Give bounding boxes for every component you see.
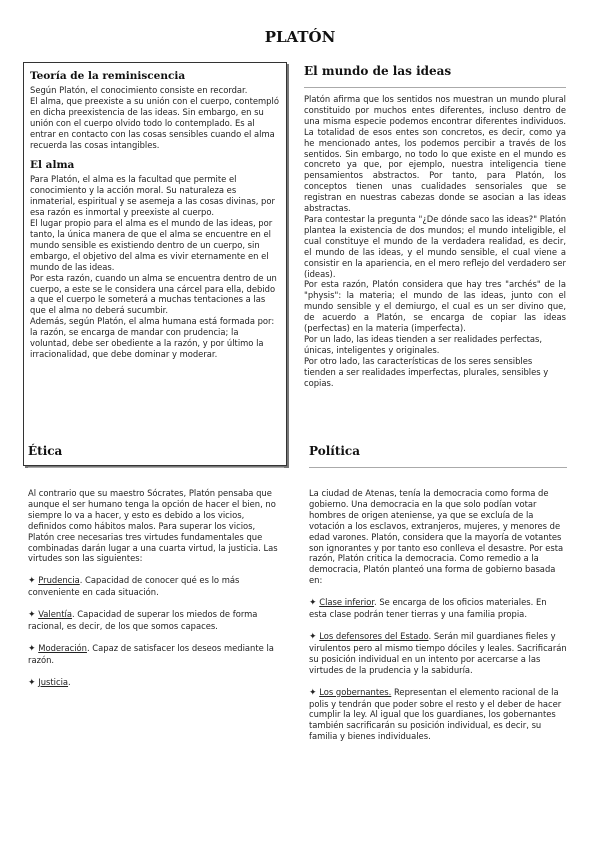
class-text: Representan el elemento racional de la polis y tendrán que poder sobre el resto y el deber de hacer cumplir la ley. Al igual que los guardianes, los gobernantes también sacrificarán su posición individual, es decir, su familia y bienes individuales.: [309, 686, 562, 742]
ideas-paragraph-2: Para contestar la pregunta "¿De dónde saco las ideas?" Platón plantea la existencia de dos mundos; el mundo inteligible, el cual constituye el mundo de la verdadera realidad, es decir, el mundo de las ideas, y el mundo sensible, el cual viene a consistir en la apariencia, en el mero reflejo del verdadero ser (ideas).: [304, 213, 566, 279]
star-icon: ✦: [309, 598, 317, 609]
star-icon: ✦: [309, 687, 317, 698]
virtue-name: Moderación: [38, 642, 87, 653]
ideas-paragraph-4: Por un lado, las ideas tienden a ser realidades perfectas, únicas, inteligentes y originales.: [304, 333, 543, 355]
virtue-moderacion: [28, 643, 284, 666]
ideas-paragraph-3: Por esta razón, Platón considera que hay tres "archés" de la "physis": la materia; el mundo de las ideas, junto con el mundo sensible y el demiurgo, el cual es un ser divino que, de acuerdo a Platón, se encarga de copiar las ideas (perfectas) en la materia (imperfecta).: [304, 279, 566, 334]
class-text: . Se encarga de los oficios materiales. En esta clase podrán tener tierras y una familia propia.: [309, 597, 547, 620]
reminiscence-heading: Teoría de la reminiscencia: [30, 70, 186, 82]
ideas-paragraph-1: Platón afirma que los sentidos nos muestran un mundo plural constituido por muchos entes diferentes, incluso dentro de una misma especie podemos encontrar diferentes individuos. La totalidad de esos entes son concretos, es decir, como ya he mencionado antes, los podemos percibir a través de los sentidos. Sin embargo, no todo lo que existe en el mundo es concreto ya que, por ejemplo, nuestra inteligencia tiene pensamientos abstractos. Por tanto, para Platón, los conceptos tienen unas cualidades sensoriales que se registran en nuestras cabezas donde se asocian a las ideas abstractas.: [304, 94, 566, 214]
ideas-heading: El mundo de las ideas: [304, 64, 452, 78]
politics-intro: La ciudad de Atenas, tenía la democracia como forma de gobierno. Una democracia en la que solo podían votar hombres de origen ateniense, ya que se excluía de la votación a los esclavos, extranjeros, mujeres, y menores de edad varones. Platón, considera que la mayoría de votantes son ignorantes y por tanto eso conlleva el desastre. Por esta razón, Platón critica la democracia. Como remedio a la democracia, Platón planteó una forma de gobierno basada en:: [309, 488, 564, 586]
star-icon: ✦: [28, 643, 36, 654]
class-defensores: [309, 631, 567, 676]
ethics-divider: [28, 467, 284, 468]
class-gobernantes: [309, 687, 567, 743]
star-icon: ✦: [28, 677, 36, 688]
soul-paragraph-2: El lugar propio para el alma es el mundo de las ideas, por tanto, la única manera de que el alma se encuentre en el mundo sensible es existiendo dentro de un cuerpo, sin embargo, el objetivo del alma es vivir eternamente en el mundo de las ideas.: [30, 218, 273, 272]
soul-heading: El alma: [30, 159, 75, 172]
virtue-text: .: [68, 676, 71, 687]
reminiscence-paragraph-1: Según Platón, el conocimiento consiste en recordar.: [30, 85, 248, 95]
reminiscence-box: [23, 62, 287, 466]
ethics-intro: Al contrario que su maestro Sócrates, Platón pensaba que aunque el ser humano tenga la opción de hacer el bien, no siempre lo va a hacer, y esto es debido a los vicios, definidos como hábitos malos. Para superar los vicios, Platón cree necesarias tres virtudes fundamentales que combinadas darán lugar a una cuarta virtud, la justicia. Las virtudes son las siguientes:: [28, 488, 278, 564]
soul-paragraph-1: Para Platón, el alma es la facultad que permite el conocimiento y la acción moral. Su naturaleza es inmaterial, espiritual y se asemeja a las cosas divinas, por esa razón es inmortal y preexiste al cuerpo.: [30, 174, 275, 218]
soul-paragraph-4: Además, según Platón, el alma humana está formada por: la razón, se encarga de mandar con prudencia; la voluntad, debe ser obediente a la razón, y por último la irracionalidad, que debe dominar y moderar.: [30, 316, 275, 359]
politics-divider: [309, 467, 567, 468]
class-name: Los defensores del Estado: [319, 630, 429, 641]
reminiscence-paragraph-2: El alma, que preexiste a su unión con el cuerpo, contempló en dicha preexistencia de las ideas. Sin embargo, en su unión con el cuerpo olvido todo lo contemplado. Es al entrar en contacto con las cosas sensibles cuando el alma recuerda las cosas intangibles.: [30, 95, 279, 150]
ideas-paragraph-5: Por otro lado, las características de los seres sensibles tienden a ser realidades imperfectas, plurales, sensibles y copias.: [304, 355, 549, 388]
star-icon: ✦: [28, 610, 36, 621]
virtue-valentia: [28, 609, 284, 632]
virtue-name: Valentía: [38, 609, 72, 620]
virtue-name: Justicia: [38, 676, 69, 687]
star-icon: ✦: [309, 631, 317, 642]
ideas-divider: [304, 87, 566, 88]
class-name: Clase inferior: [319, 597, 375, 608]
soul-paragraph-3: Por esta razón, cuando un alma se encuentra dentro de un cuerpo, a este se le considera una cárcel para ella, debido a que el cuerpo le someterá a muchas tentaciones a las que el alma no deberá sucumbir.: [30, 272, 277, 316]
virtue-prudencia: [28, 575, 284, 598]
page-title: PLATÓN: [264, 28, 336, 46]
star-icon: ✦: [28, 576, 36, 587]
politics-section: [309, 444, 567, 742]
virtue-justicia: [28, 677, 284, 689]
virtue-text: . Capacidad de superar los miedos de forma racional, es decir, de los que somos capaces.: [28, 609, 258, 632]
virtue-name: Prudencia: [38, 575, 80, 586]
ethics-heading: Ética: [28, 444, 63, 458]
virtue-text: . Capacidad de conocer qué es lo más conveniente en cada situación.: [28, 575, 240, 598]
ethics-section: [28, 444, 284, 689]
politics-heading: Política: [309, 444, 361, 458]
class-inferior: [309, 597, 567, 620]
virtue-text: . Capaz de satisfacer los deseos mediante la razón.: [28, 642, 274, 665]
class-text: . Serán mil guardianes fieles y virulentos pero al mismo tiempo dóciles y leales. Sacrificarán su posición individual en un intento por acercarse a las virtudes de la prudencia y la sabiduría.: [309, 630, 567, 675]
class-name: Los gobernantes.: [319, 686, 392, 697]
ideas-section: [304, 64, 566, 388]
